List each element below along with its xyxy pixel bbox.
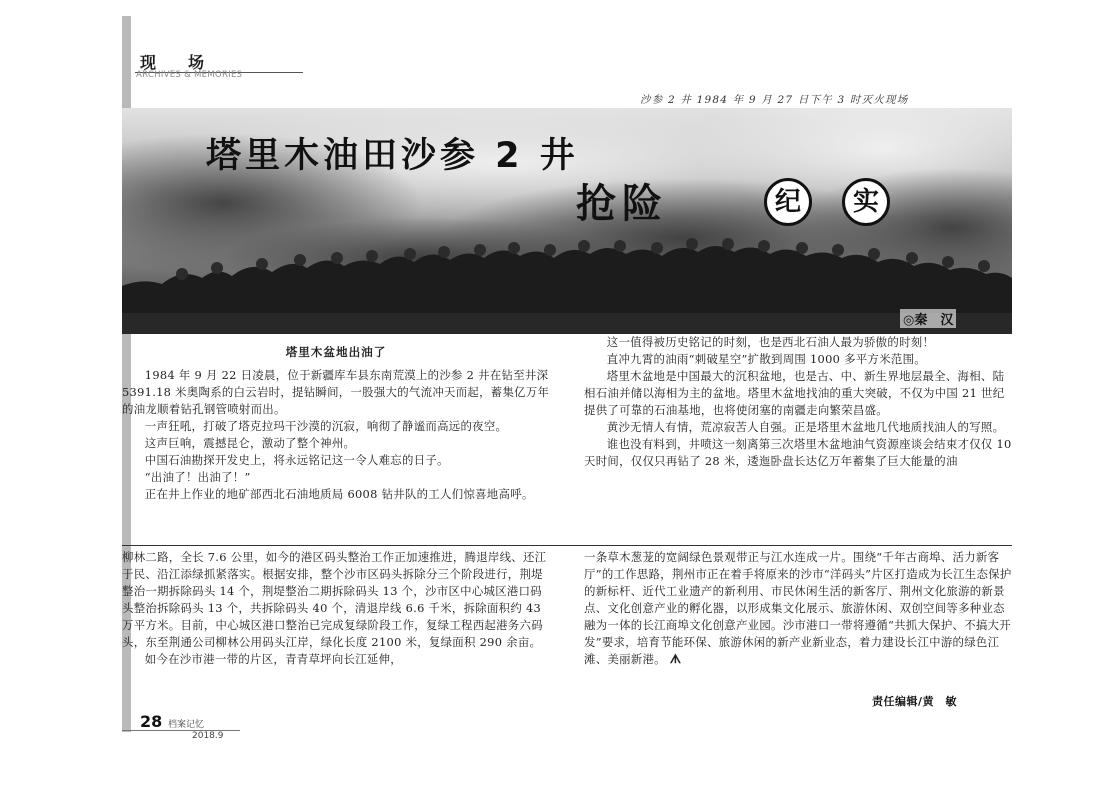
paragraph: 柳林二路，全长 7.6 公里，如今的港区码头整治工作正加速推进，腾退岸线、还江于民、沿江添绿抓紧落实。根据安排，整个沙市区码头拆除分三个阶段进行，荆堤整治一期拆除码头 14 个，荆堤整治二期拆除码头 13 个，沙市区中心城区港口码头整治拆除码头 13 个，共拆除码头 40 个，清退岸线 6.6 千米，拆除面积约 43 万平方米。目前，中心城区港口整治已完成复绿阶段工作，复绿工程西起港务六码头，东至荆通公司柳林公用码头江岸，绿化长度 2100 米，复绿面积 290 余亩。 (122, 550, 547, 649)
editor-credit: 责任编辑/黄 敏 (872, 695, 958, 708)
paragraph: 这声巨响，震撼昆仑，激动了整个神州。 (144, 436, 356, 450)
paragraph: 直冲九霄的油雨“刺破星空”扩散到周围 1000 多平方米范围。 (606, 352, 926, 366)
headline-circle-char-1: 纪 (764, 178, 812, 226)
paragraph: 中国石油勘探开发史上，将永远铭记这一令人难忘的日子。 (144, 453, 449, 467)
article-right-column (584, 334, 1012, 470)
magazine-name: 档案记忆 (168, 720, 205, 730)
paragraph: 这一值得被历史铭记的时刻，也是西北石油人最为骄傲的时刻！ (606, 335, 935, 349)
issue-date: 2018.9 (192, 731, 224, 741)
headline-line1: 塔里木油田沙参 2 井 (206, 136, 579, 176)
paragraph: 正在井上作业的地矿部西北石油地质局 6008 钻井队的工人们惊喜地高呼。 (144, 487, 534, 501)
paragraph: 一声狂吼，打破了塔克拉玛干沙漠的沉寂，响彻了静谧而高远的夜空。 (144, 419, 508, 433)
paragraph: “出油了！出油了！” (144, 470, 251, 484)
headline-circle-char-2: 实 (842, 178, 890, 226)
headline-line2: 抢险 (576, 181, 668, 227)
paragraph: 1984 年 9 月 22 日凌晨，位于新疆库车县东南荒漠上的沙参 2 井在钻至井深 5391.18 米奥陶系的白云岩时，提钻瞬间，一股强大的气流冲天而起，蓄集亿万年的油龙顺着钻孔钢管喷射而出。 (122, 368, 550, 416)
section-label: 现 场 (140, 53, 213, 72)
section-label-en: ARCHIVES & MEMORIES (136, 70, 243, 80)
byline: ◎秦 汉 (900, 309, 956, 328)
photo-caption: 沙参 2 井 1984 年 9 月 27 日下午 3 时灭火现场 (640, 94, 909, 106)
paragraph: 如今在沙市港一带的片区，青青草坪向长江延伸， (144, 652, 402, 666)
paragraph: 黄沙无情人有情，荒凉寂苦人自强。正是塔里木盆地几代地质找油人的写照。 (606, 420, 1005, 434)
end-mark-icon: ᗑ (669, 652, 682, 666)
paragraph: 塔里木盆地是中国最大的沉积盆地，也是古、中、新生界地层最全、海相、陆相石油并储以海相为主的盆地。塔里木盆地找油的重大突破，不仅为中国 21 世纪提供了可靠的石油基地，也将使闭塞的南疆走向繁荣昌盛。 (584, 369, 1005, 417)
page-number: 28 (140, 712, 163, 731)
section-divider (122, 545, 1012, 546)
article-left-column (122, 344, 550, 503)
paragraph: 谁也没有料到，井喷这一刻离第三次塔里木盆地油气资源座谈会结束才仅仅 10 天时间，仅仅只再钻了 28 米，逶迤卧盘长达亿万年蓄集了巨大能量的油 (584, 437, 1012, 468)
paragraph (584, 549, 1012, 668)
lower-right-column (584, 549, 1012, 668)
paragraph-text: 一条草木葱茏的宽阔绿色景观带正与江水连成一片。围绕“千年古商埠、活力新客厅”的工作思路，荆州市正在着手将原来的沙市“洋码头”片区打造成为长江生态保护的新标杆、近代工业遗产的新利用、市民休闲生活的新客厅、荆州文化旅游的新景点、文化创意产业的孵化器，以形成集文化展示、旅游休闲、双创空间等多种业态融为一体的长江商埠文化创意产业园。沙市港口一带将遵循“共抓大保护、不搞大开发”要求，培育节能环保、旅游休闲的新产业新业态，着力建设长江中游的绿色江滩、美丽新港。 (584, 550, 1012, 666)
article-subtitle: 塔里木盆地出油了 (285, 345, 387, 359)
lower-left-column (122, 549, 550, 668)
